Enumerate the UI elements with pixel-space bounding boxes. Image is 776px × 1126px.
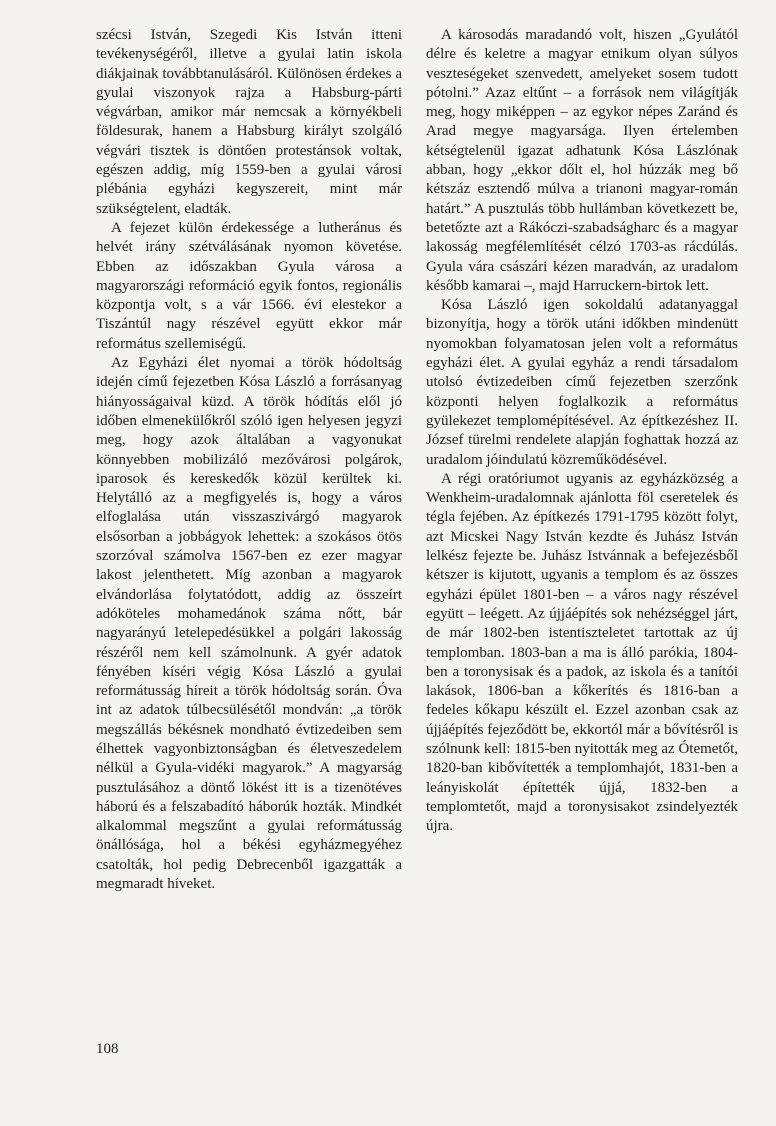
- paragraph: Az Egyházi élet nyomai a török hódoltság idején című fejezetben Kósa László a forrásanyag hiányosságaival küzd. A török hódítás elől jó időben elmenekülőkről szóló igen helyesen jegyzi meg, hogy azok általában a vagyonukat könnyebben mobilizáló mezővárosi polgárok, iparosok és kereskedők közül kerültek ki. Helytálló az a megfigyelés is, hogy a város elfoglalása után visszaszivárgó magyarok elsősorban a jobbágyok lehettek: a szokásos ötös szorzóval számolva 1567-ben ez ezer magyar lakost jelenthetett. Míg azonban a magyarok elvándorlása folytatódott, addig az összeírt adóköteles mohamedánok száma nőtt, bár nagyarányú letelepedésükkel a polgári lakosság részéről nem kell számolnunk. A gyér adatok fényében kíséri végig Kósa László a gyulai reformátusság híreit a török hódoltság során. Óva int az adatok túlbecsülésétől mondván: „a török megszállás békésnek mondható évtizedeiben sem élhettek vagyonbiztonságban és életveszedelem nélkül a Gyula-vidéki magyarok.” A magyarság pusztulásához a döntő lökést itt is a tizenötéves háború és a felszabadító háborúk hozták. Mindkét alkalommal megszűnt a gyulai reformátusság önállósága, hol a békési egyházmegyéhez csatolták, hol pedig Debrecenből igazgatták a megmaradt híveket.: [96, 355, 402, 893]
- paragraph: szécsi István, Szegedi Kis István itteni tevékenységéről, illetve a gyulai latin iskola diákjainak továbbtanulásáról. Különösen érdekes a gyulai viszonyok rajza a Habsburg-párti végvárban, amikor már nemcsak a környékbeli földesurak, hanem a Habsburg királyt szolgáló végvári tisztek is döntően protestánsok voltak, egészen addig, míg 1559-ben a gyulai városi plébánia egyházi kegyszereit, mint már szükségtelent, eladták.: [96, 27, 402, 217]
- paragraph: A fejezet külön érdekessége a lutheránus és helvét irány szétválásának nyomon követése. Ebben az időszakban Gyula városa a magyarországi reformáció egyik fontos, regionális központja volt, s a vár 1566. évi elestekor a Tiszántúl nagy részével együtt ekkor már református szellemiségű.: [96, 219, 402, 352]
- left-text-column: [96, 26, 402, 894]
- paragraph: A régi oratóriumot ugyanis az egyházközség a Wenkheim-uradalomnak ajánlotta föl cseretelek és tégla fejében. Az építkezés 1791-1795 között folyt, azt Micskei Nagy István kezdte és Juhász István lelkész fejezte be. Juhász Istvánnak a befejezésből kétszer is kijutott, ugyanis a templom és az összes egyházi épület 1801-ben – a város nagy részével együtt – leégett. Az újjáépítés sok nehézséggel járt, de már 1802-ben istentiszteletet tartottak az új templomban. 1803-ban a ma is álló parókia, 1804-ben a toronysisak és a padok, az iskola és a tanítói lakások, 1806-ban a kőkerítés és 1816-ban a fedeles kőkapu készült el. Ezzel azonban csak az újjáépítés fejeződött be, ekkortól már a bővítésről is szólnunk kell: 1815-ben nyitották meg az Ótemetőt, 1820-ban kibővítették a templomhajót, 1831-ben a leányiskolát építették újjá, 1832-ben a templomtetőt, majd a toronysisakot zsindelyezték újra.: [426, 470, 739, 835]
- right-text-column: [426, 26, 738, 836]
- page-number: 108: [96, 1041, 119, 1057]
- paragraph: Kósa László igen sokoldalú adatanyaggal bizonyítja, hogy a török utáni időkben mindenütt nyomokban folyamatosan jelen volt a református egyházi élet. A gyulai egyház a rendi társadalom utolsó évtizedeiben című fejezetben szerzőnk központi helyen foglalkozik a református gyülekezet templomépítésével. Az építkezéshez II. József türelmi rendelete alapján foghattak hozzá az uradalom jóindulatú közreműködésével.: [426, 297, 738, 468]
- paragraph: A károsodás maradandó volt, hiszen „Gyulától délre és keletre a magyar etnikum olyan súlyos veszteségeket szenvedett, amelyeket sosem tudott pótolni.” Azaz eltűnt – a források nem világítják meg, hogy miképpen – az egykor népes Zaránd és Arad megye magyarsága. Ilyen értelemben kétségtelenül igazat adhatunk Kósa Lászlónak abban, hogy „ekkor dőlt el, hol húzzák meg bő kétszáz esztendő múlva a trianoni magyar-román határt.” A pusztulás több hullámban következett be, betetőzte azt a Rákóczi-szabadságharc és a magyar lakosság megfélemlítését célzó 1703-as rácdúlás. Gyula vára császári kézen maradván, az uradalom később kamarai –, majd Harruckern-birtok lett.: [426, 27, 738, 294]
